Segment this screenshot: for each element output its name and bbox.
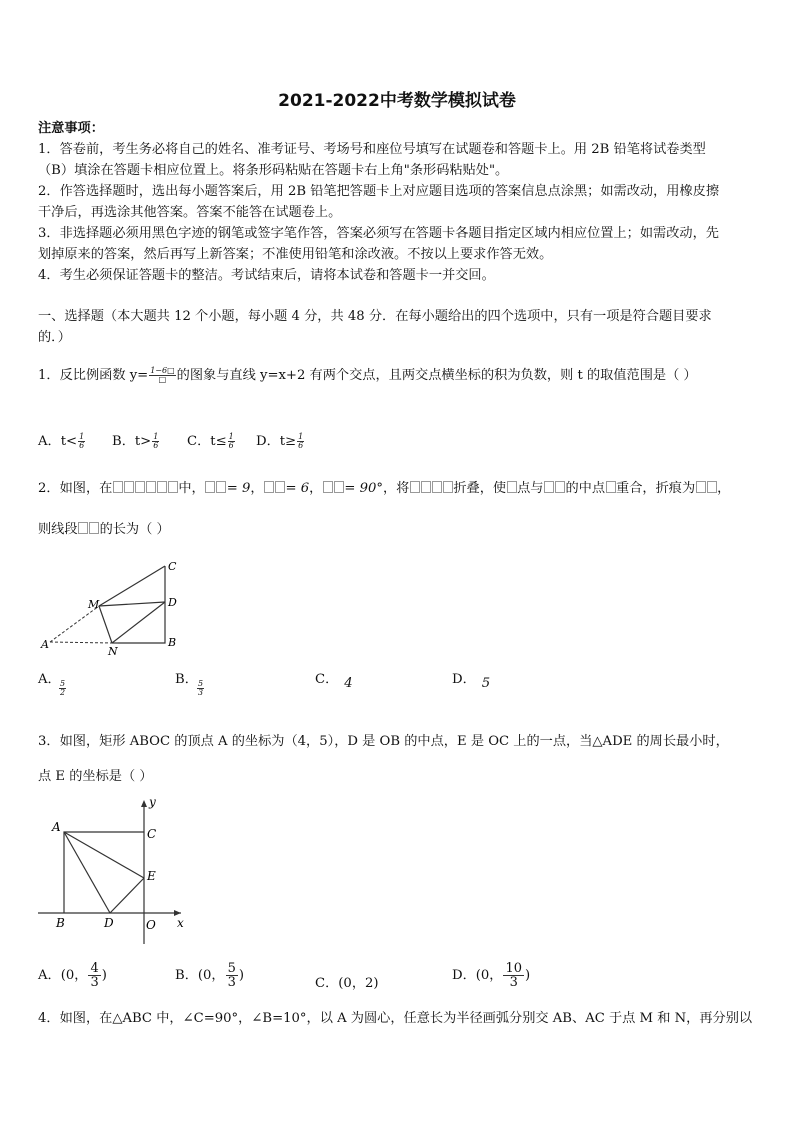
q2-label-a: A — [41, 638, 49, 651]
page-title: 2021-2022中考数学模拟试卷 — [278, 91, 516, 111]
q1-text-pre: 1．反比例函数 y= — [38, 368, 149, 383]
q3-option-a[interactable]: A．(0， $\frac{4}{3}$ ) — [38, 961, 107, 990]
q1-frac-den: □ — [158, 375, 167, 384]
q3-label-o: O — [146, 918, 156, 932]
question-3: 3．如图，矩形 ABOC 的顶点 A 的坐标为（4，5），D 是 OB 的中点，E 是 OC 上的一点，当△ADE 的周长最小时， — [38, 734, 729, 749]
q1-frac-num: 1−6□ — [150, 366, 175, 375]
q1-option-b[interactable]: B．t> $\frac{1}{6}$ — [112, 432, 159, 450]
q2-label-m: M — [88, 598, 100, 611]
q2-label-c: C — [168, 560, 177, 573]
q2-option-b[interactable]: B． — [175, 672, 198, 687]
q2-option-d[interactable]: D． 5 — [452, 672, 491, 691]
q3-option-d[interactable]: D．(0， $\frac{10}{3}$ ) — [452, 961, 531, 990]
q2-option-c[interactable]: C． 4 — [315, 672, 353, 691]
section-heading: 一、选择题（本大题共 12 个小题，每小题 4 分，共 48 分．在每小题给出的四个选项中，只有一项是符合题目要求 — [38, 309, 712, 324]
q3-label-b: B — [56, 916, 65, 930]
q3-figure — [38, 796, 193, 946]
q3-label-a: A — [52, 820, 61, 834]
question-1 — [38, 367, 760, 385]
q3-label-d: D — [104, 916, 114, 930]
q1-text-post: 的图象与直线 y=x+2 有两个交点，且两交点横坐标的积为负数，则 t 的取值范围是（ ） — [176, 368, 697, 383]
q3-label-y: y — [149, 796, 156, 809]
question-3-line2: 点 E 的坐标是（ ） — [38, 769, 153, 784]
q2-label-n: N — [108, 645, 118, 658]
q3-label-c: C — [147, 827, 157, 841]
q3-label-x: x — [177, 916, 184, 930]
notice-line: （B）填涂在答题卡相应位置上。将条形码粘贴在答题卡右上角"条形码粘贴处"。 — [38, 163, 509, 178]
notice-line: 划掉原来的答案，然后再写上新答案；不准使用铅笔和涂改液。不按以上要求作答无效。 — [38, 247, 553, 262]
q3-option-b[interactable]: B．(0， $\frac{5}{3}$ ) — [175, 961, 245, 990]
notice-line: 2．作答选择题时，选出每小题答案后，用 2B 铅笔把答题卡上对应题目选项的答案信息点涂黑；如需改动，用橡皮擦 — [38, 184, 720, 199]
q2-figure — [38, 558, 188, 658]
notice-line: 3．非选择题必须用黑色字迹的钢笔或签字笔作答，答案必须写在答题卡各题目指定区域内相应位置上；如需改动，先 — [38, 226, 719, 241]
question-2-line2: 则线段 的长为（ ） — [38, 522, 170, 537]
section-heading: 的．） — [38, 330, 71, 345]
notice-line: 4．考生必须保证答题卡的整洁。考试结束后，请将本试卷和答题卡一并交回。 — [38, 268, 495, 283]
q1-fraction — [149, 367, 175, 384]
q2-label-b: B — [168, 636, 177, 649]
q1-option-a[interactable]: A．t< $\frac{1}{6}$ — [38, 432, 85, 450]
question-4: 4．如图，在△ABC 中，∠C=90°，∠B=10°，以 A 为圆心，任意长为半径画弧分别交 AB、AC 于点 M 和 N，再分别以 — [38, 1011, 753, 1026]
q3-option-c[interactable]: C．(0，2) — [315, 976, 379, 991]
question-2: 2．如图，在 中， = 9， = 6， = 90°，将 折叠，使 点与 的中点 重合，折痕为 ， — [38, 481, 731, 496]
q1-option-c[interactable]: C．t≤ $\frac{1}{6}$ — [187, 432, 234, 450]
q2-option-a[interactable]: A． — [38, 672, 61, 687]
notice-heading: 注意事项： — [38, 121, 104, 136]
q2-option-a-value: $\frac{5}{2}$ — [60, 679, 66, 697]
q2-option-b-value: $\frac{5}{3}$ — [198, 679, 204, 697]
notice-line: 干净后，再选涂其他答案。答案不能答在试题卷上。 — [38, 205, 342, 220]
q3-label-e: E — [147, 869, 156, 883]
q2-label-d: D — [168, 596, 177, 609]
q1-option-d[interactable]: D．t≥ $\frac{1}{6}$ — [256, 432, 304, 450]
notice-line: 1．答卷前，考生务必将自己的姓名、准考证号、考场号和座位号填写在试题卷和答题卡上。用 2B 铅笔将试卷类型 — [38, 142, 706, 157]
